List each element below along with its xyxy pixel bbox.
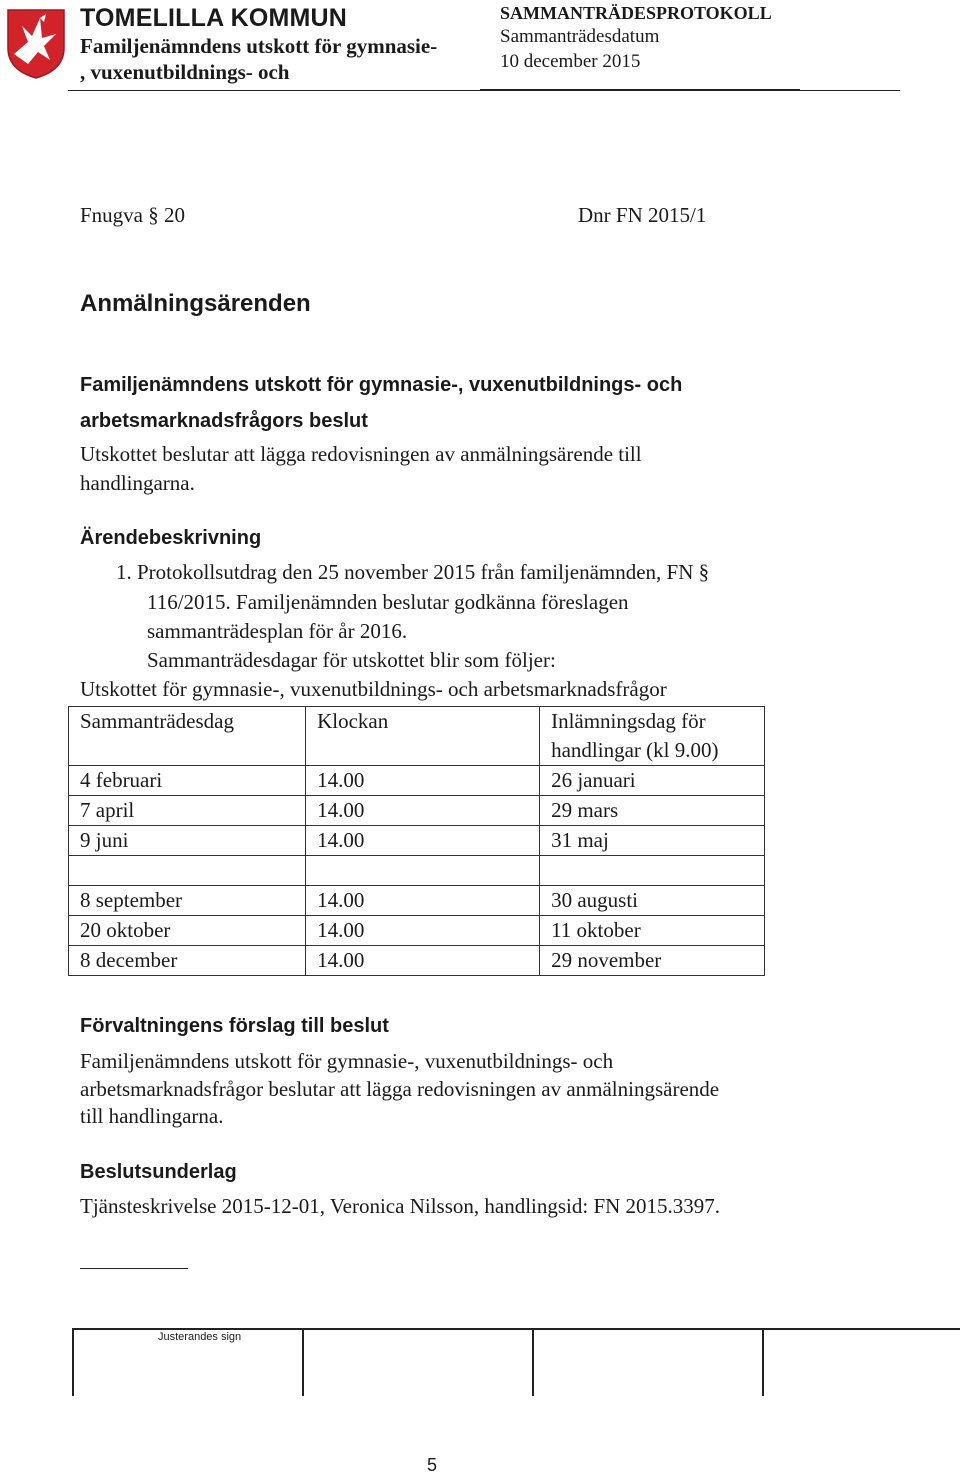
- meeting-day-cell: 8 september: [69, 886, 306, 916]
- submission-day-cell: 29 mars: [540, 796, 765, 826]
- time-cell: 14.00: [306, 826, 540, 856]
- organization-name: TOMELILLA KOMMUN: [80, 4, 348, 32]
- decision-text-line-2: handlingarna.: [80, 471, 195, 495]
- submission-day-cell: [540, 856, 765, 886]
- submission-day-cell: 30 augusti: [540, 886, 765, 916]
- signature-box-divider: [762, 1328, 764, 1396]
- list-item-line-3: sammanträdesplan för år 2016.: [147, 619, 408, 643]
- time-cell: 14.00: [306, 796, 540, 826]
- column-header-time: Klockan: [306, 707, 540, 766]
- meeting-schedule-table: [68, 706, 765, 976]
- schedule-table-title: Utskottet för gymnasie-, vuxenutbildnings- och arbetsmarknadsfrågor: [80, 677, 667, 701]
- description-heading: Ärendebeskrivning: [80, 527, 262, 549]
- meeting-day-cell: 8 december: [69, 946, 306, 976]
- table-row: [69, 796, 765, 826]
- time-cell: 14.00: [306, 916, 540, 946]
- section-reference: Fnugva § 20: [80, 203, 185, 227]
- list-item-line-1: 1. Protokollsutdrag den 25 november 2015 från familjenämnden, FN §: [116, 560, 710, 584]
- meeting-date-value: 10 december 2015: [500, 51, 641, 72]
- decision-heading-line-2: arbetsmarknadsfrågors beslut: [80, 410, 368, 432]
- list-item-line-2: 116/2015. Familjenämnden beslutar godkänna föreslagen: [147, 590, 629, 614]
- document-type: SAMMANTRÄDESPROTOKOLL: [500, 3, 772, 23]
- basis-text: Tjänsteskrivelse 2015-12-01, Veronica Nilsson, handlingsid: FN 2015.3397.: [80, 1194, 721, 1218]
- page-title: Anmälningsärenden: [80, 290, 311, 317]
- signature-box-divider: [532, 1328, 534, 1396]
- table-row: [69, 946, 765, 976]
- committee-name-line-2: , vuxenutbildnings- och: [80, 60, 290, 84]
- column-header-submission-day-line-1: Inlämningsdag för: [551, 709, 706, 733]
- coat-of-arms-bird-icon: [6, 8, 66, 80]
- column-header-submission-day: [540, 707, 765, 766]
- committee-name-line-1: Familjenämndens utskott för gymnasie-: [80, 34, 438, 58]
- signature-box-divider: [302, 1328, 304, 1396]
- meeting-day-cell: 4 februari: [69, 766, 306, 796]
- proposal-text-line-3: till handlingarna.: [80, 1104, 224, 1128]
- column-header-submission-day-line-2: handlingar (kl 9.00): [551, 738, 719, 762]
- submission-day-cell: 29 november: [540, 946, 765, 976]
- proposal-text-line-2: arbetsmarknadsfrågor beslutar att lägga redovisningen av anmälningsärende: [80, 1077, 720, 1101]
- meeting-day-cell: 9 juni: [69, 826, 306, 856]
- time-cell: 14.00: [306, 946, 540, 976]
- header-divider-accent: [480, 89, 800, 91]
- diary-number: Dnr FN 2015/1: [578, 203, 707, 227]
- meeting-day-cell: [69, 856, 306, 886]
- list-item-line-4: Sammanträdesdagar för utskottet blir som följer:: [147, 648, 556, 672]
- decision-text-line-1: Utskottet beslutar att lägga redovisningen av anmälningsärende till: [80, 442, 642, 466]
- time-cell: 14.00: [306, 886, 540, 916]
- table-row: [69, 766, 765, 796]
- meeting-day-cell: 20 oktober: [69, 916, 306, 946]
- signature-box-top-border: [72, 1328, 960, 1330]
- table-row: [69, 916, 765, 946]
- table-row-empty: [69, 856, 765, 886]
- time-cell: 14.00: [306, 766, 540, 796]
- footnote-divider: [80, 1268, 188, 1269]
- page-number: 5: [427, 1455, 438, 1475]
- proposal-text-line-1: Familjenämndens utskott för gymnasie-, vuxenutbildnings- och: [80, 1049, 614, 1073]
- table-header-row: [69, 707, 765, 766]
- proposal-heading: Förvaltningens förslag till beslut: [80, 1015, 389, 1037]
- submission-day-cell: 11 oktober: [540, 916, 765, 946]
- basis-heading: Beslutsunderlag: [80, 1161, 237, 1183]
- table-row: [69, 826, 765, 856]
- signature-box-divider: [72, 1328, 74, 1396]
- table-row: [69, 886, 765, 916]
- time-cell: [306, 856, 540, 886]
- submission-day-cell: 26 januari: [540, 766, 765, 796]
- signature-label: Justerandes sign: [158, 1331, 242, 1343]
- column-header-meeting-day: Sammanträdesdag: [69, 707, 306, 766]
- meeting-date-label: Sammanträdesdatum: [500, 26, 660, 47]
- decision-heading-line-1: Familjenämndens utskott för gymnasie-, vuxenutbildnings- och: [80, 374, 683, 396]
- meeting-day-cell: 7 april: [69, 796, 306, 826]
- submission-day-cell: 31 maj: [540, 826, 765, 856]
